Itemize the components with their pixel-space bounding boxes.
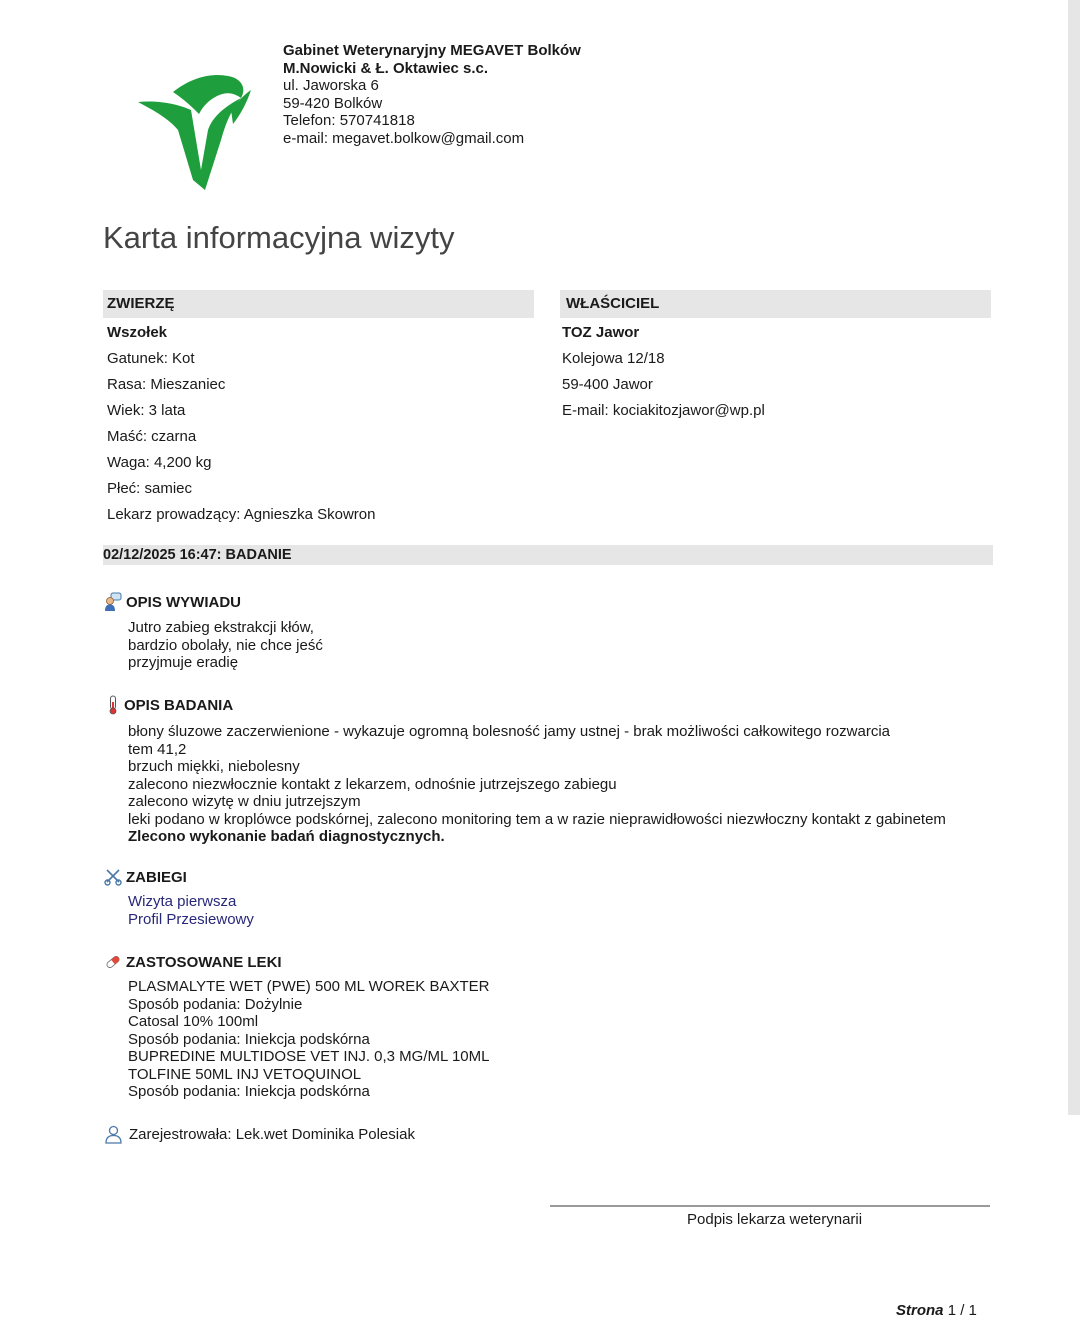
interview-icon <box>104 592 122 612</box>
procedures-section-heading <box>104 868 187 886</box>
exam-body <box>128 723 946 846</box>
drug-line: Sposób podania: Dożylnie <box>128 995 303 1013</box>
exam-diagnostics-note: Zlecono wykonanie badań diagnostycznych. <box>128 828 445 845</box>
procedures-body <box>128 893 254 928</box>
exam-line: leki podano w kroplówce podskórnej, zalecono monitoring tem a w razie nieprawidłowości niezwłoczny kontakt z gabinetem <box>128 810 946 828</box>
history-line: bardzio obolały, nie chce jeść <box>128 636 323 654</box>
animal-species: Gatunek: Kot <box>107 350 195 367</box>
pill-icon <box>104 953 122 971</box>
clinic-owners: M.Nowicki & Ł. Oktawiec s.c. <box>283 59 489 77</box>
exam-heading: OPIS BADANIA <box>124 696 234 714</box>
registered-text: Zarejestrowała: Lek.wet Dominika Polesiak <box>129 1126 415 1143</box>
drugs-body <box>128 978 489 1101</box>
exam-line: tem 41,2 <box>128 740 187 758</box>
animal-breed: Rasa: Mieszaniec <box>107 376 226 393</box>
registered-by <box>104 1125 415 1144</box>
owner-name: TOZ Jawor <box>562 324 640 341</box>
animal-weight: Waga: 4,200 kg <box>107 454 212 471</box>
clinic-city: 59-420 Bolków <box>283 94 383 112</box>
clinic-street: ul. Jaworska 6 <box>283 77 379 94</box>
page-title: Karta informacyjna wizyty <box>103 220 455 255</box>
exam-line: błony śluzowe zaczerwienione - wykazuje ogromną bolesność jamy ustnej - brak możliwości całkowitego rozwarcia <box>128 723 890 740</box>
owner-city: 59-400 Jawor <box>562 376 653 393</box>
scrollbar[interactable] <box>1068 0 1080 1115</box>
animal-info <box>107 320 375 528</box>
history-section-heading <box>104 592 241 612</box>
clinic-name: Gabinet Weterynaryjny MEGAVET Bolków <box>283 42 581 59</box>
animal-sex: Płeć: samiec <box>107 480 193 497</box>
signature-line <box>550 1205 990 1207</box>
drug-line: Catosal 10% 100ml <box>128 1013 259 1030</box>
drug-line: TOLFINE 50ML INJ VETOQUINOL <box>128 1065 362 1083</box>
user-icon <box>104 1125 123 1144</box>
history-body <box>128 619 323 672</box>
animal-heading: ZWIERZĘ <box>103 290 534 318</box>
drugs-section-heading <box>104 953 282 971</box>
page-number <box>896 1302 977 1319</box>
clinic-email: e-mail: megavet.bolkow@gmail.com <box>283 129 525 147</box>
history-heading: OPIS WYWIADU <box>126 593 241 611</box>
exam-line: zalecono niezwłocznie kontakt z lekarzem, odnośnie jutrzejszego zabiegu <box>128 775 617 793</box>
scissors-icon <box>104 868 122 886</box>
clinic-phone: Telefon: 570741818 <box>283 112 415 129</box>
procedure-item[interactable]: Profil Przesiewowy <box>128 910 254 928</box>
clinic-header <box>283 42 581 147</box>
owner-heading: WŁAŚCICIEL <box>560 290 991 318</box>
owner-email: E-mail: kociakitozjawor@wp.pl <box>562 402 765 419</box>
drug-line: BUPREDINE MULTIDOSE VET INJ. 0,3 MG/ML 10ML <box>128 1048 490 1065</box>
animal-doctor: Lekarz prowadzący: Agnieszka Skowron <box>107 506 376 523</box>
owner-info <box>562 320 765 424</box>
animal-name: Wszołek <box>107 324 168 341</box>
clinic-logo <box>133 70 263 195</box>
exam-line: zalecono wizytę w dniu jutrzejszym <box>128 793 361 810</box>
animal-age: Wiek: 3 lata <box>107 402 186 419</box>
procedure-item[interactable]: Wizyta pierwsza <box>128 893 237 910</box>
signature-label: Podpis lekarza weterynarii <box>687 1211 863 1228</box>
thermometer-icon <box>106 695 120 715</box>
procedures-heading: ZABIEGI <box>126 868 187 886</box>
exam-line: brzuch miękki, niebolesny <box>128 758 300 775</box>
drugs-heading: ZASTOSOWANE LEKI <box>126 953 282 971</box>
drug-line: Sposób podania: Iniekcja podskórna <box>128 1030 370 1048</box>
animal-color: Maść: czarna <box>107 428 197 445</box>
drug-line: PLASMALYTE WET (PWE) 500 ML WOREK BAXTER <box>128 978 490 995</box>
drug-line: Sposób podania: Iniekcja podskórna <box>128 1083 370 1100</box>
exam-section-heading <box>106 695 233 715</box>
owner-street: Kolejowa 12/18 <box>562 350 665 367</box>
page-label: Strona <box>896 1302 944 1319</box>
page-value: 1 / 1 <box>947 1302 977 1319</box>
history-line: Jutro zabieg ekstrakcji kłów, <box>128 619 314 636</box>
visit-header: 02/12/2025 16:47: BADANIE <box>103 545 993 565</box>
history-line: przyjmuje eradię <box>128 654 239 671</box>
